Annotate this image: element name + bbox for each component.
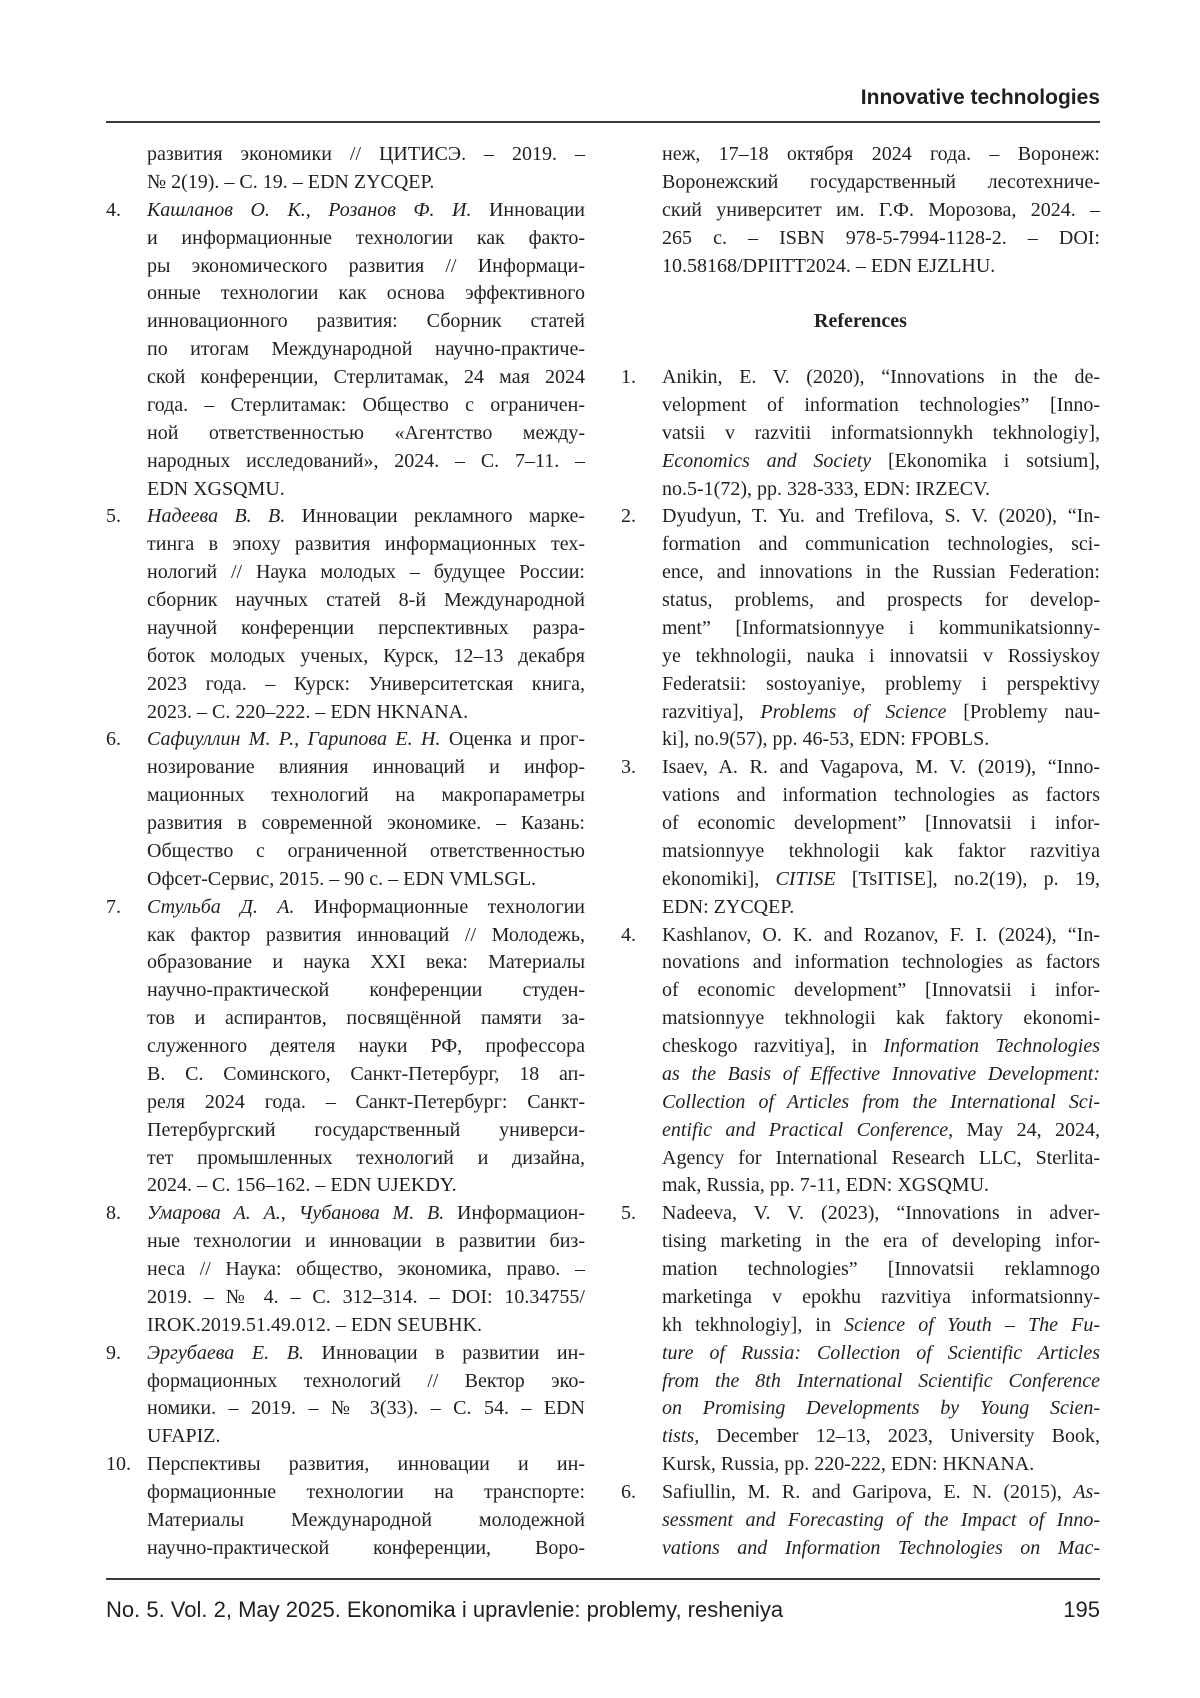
text-line: [662, 1033, 1100, 1061]
text-segment: ekonomiki],: [662, 868, 776, 890]
reference-number: 8.: [106, 1200, 121, 1228]
text-segment: научно-практической конференции студен-: [147, 979, 585, 1001]
italic-title-segment: Стульба Д. А.: [147, 896, 295, 918]
text-segment: 265 с. – ISBN 978-5-7994-1128-2. – DOI:: [662, 227, 1100, 249]
text-line: [662, 782, 1100, 810]
text-line: [662, 559, 1100, 587]
italic-title-segment: from the 8th International Scientific Conference: [662, 1370, 1100, 1392]
text-line: [147, 1535, 585, 1563]
text-segment: Nadeeva, V. V. (2023), “Innovations in adver-: [662, 1202, 1100, 1224]
reference-item: [106, 1340, 585, 1452]
italic-title-segment: Эргубаева Е. В.: [147, 1342, 304, 1364]
text-segment: 2023 года. – Курск: Университетская книга,: [147, 673, 585, 695]
text-segment: формационных технологий // Вектор эко-: [147, 1370, 585, 1392]
text-line: [147, 1089, 585, 1117]
text-segment: no.5-1(72), pp. 328-333, EDN: IRZECV.: [662, 478, 990, 500]
text-line: [147, 197, 585, 225]
reference-item: [106, 726, 585, 893]
text-segment: научной конференции перспективных разра-: [147, 617, 585, 639]
text-segment: ki], no.9(57), pp. 46-53, EDN: FPOBLS.: [662, 728, 989, 750]
italic-title-segment: on Promising Developments by Young Scien-: [662, 1397, 1100, 1419]
italic-title-segment: sessment and Forecasting of the Impact of Inno-: [662, 1509, 1100, 1531]
text-segment: vations and information technologies as factors: [662, 784, 1100, 806]
text-line: [147, 503, 585, 531]
text-line: [147, 1005, 585, 1033]
italic-title-segment: as the Basis of Effective Innovative Development:: [662, 1063, 1100, 1085]
text-line: [147, 699, 585, 727]
text-line: [147, 1256, 585, 1284]
text-segment: [Problemy nau-: [946, 701, 1100, 723]
reference-item: [106, 503, 585, 726]
text-line: [662, 1395, 1100, 1423]
text-segment: Перспективы развития, инновации и ин-: [147, 1453, 585, 1475]
text-line: [147, 1423, 585, 1451]
text-segment: Federatsii: sostoyaniye, problemy i perspektivy: [662, 673, 1100, 695]
text-line: [147, 782, 585, 810]
text-segment: December 12–13, 2023, University Book,: [699, 1425, 1100, 1447]
text-segment: ский университет им. Г.Ф. Морозова, 2024. –: [662, 199, 1100, 221]
text-line: [662, 866, 1100, 894]
text-segment: ры экономического развития // Информаци-: [147, 255, 585, 277]
text-line: [147, 810, 585, 838]
text-line: [147, 1061, 585, 1089]
text-segment: ской конференции, Стерлитамак, 24 мая 2024: [147, 366, 585, 388]
text-line: [147, 866, 585, 894]
text-line: [147, 587, 585, 615]
text-segment: EDN: ZYCQEP.: [662, 896, 794, 918]
text-segment: mak, Russia, pp. 7-11, EDN: XGSQMU.: [662, 1174, 989, 1196]
text-segment: сборник научных статей 8-й Международной: [147, 589, 585, 611]
text-line: [147, 754, 585, 782]
text-segment: 2019. – № 4. – С. 312–314. – DOI: 10.34755/: [147, 1286, 585, 1308]
italic-title-segment: Economics and Society: [662, 450, 871, 472]
text-line: [147, 615, 585, 643]
reference-number: 6.: [621, 1479, 636, 1507]
text-segment: как фактор развития инноваций // Молодежь,: [147, 924, 585, 946]
text-line: [662, 1451, 1100, 1479]
page-footer: [106, 1596, 1100, 1624]
reference-number: 9.: [106, 1340, 121, 1368]
text-segment: тинга в эпоху развития информационных тех-: [147, 533, 585, 555]
italic-title-segment: tists,: [662, 1425, 699, 1447]
text-segment: cheskogo razvitiya], in: [662, 1035, 883, 1057]
text-segment: 10.58168/DPIITT2024. – EDN EJZLHU.: [662, 255, 995, 277]
text-line: [662, 1172, 1100, 1200]
italic-title-segment: CITISE: [776, 868, 836, 890]
text-segment: по итогам Международной научно-практиче-: [147, 338, 585, 360]
reference-continuation: [106, 141, 585, 197]
text-segment: tising marketing in the era of developing infor-: [662, 1230, 1100, 1252]
text-segment: неж, 17–18 октября 2024 года. – Воронеж:: [662, 143, 1100, 165]
text-line: [147, 643, 585, 671]
reference-item: [106, 1200, 585, 1339]
text-line: [662, 754, 1100, 782]
text-segment: ence, and innovations in the Russian Federation:: [662, 561, 1100, 583]
text-segment: тов и аспирантов, посвящённой памяти за-: [147, 1007, 585, 1029]
text-segment: vatsii v razvitii informatsionnykh tekhnologiy],: [662, 422, 1100, 444]
text-segment: Офсет-Сервис, 2015. – 90 с. – EDN VMLSGL.: [147, 868, 536, 890]
text-segment: Информацион-: [444, 1202, 585, 1224]
text-line: [147, 1200, 585, 1228]
text-line: [147, 1312, 585, 1340]
text-segment: номики. – 2019. – № 3(33). – С. 54. – EDN: [147, 1397, 585, 1419]
reference-number: 4.: [106, 197, 121, 225]
text-line: [147, 1284, 585, 1312]
text-segment: Agency for International Research LLC, Sterlita-: [662, 1147, 1100, 1169]
italic-title-segment: Сафиуллин М. Р., Гарипова Е. Н.: [147, 728, 440, 750]
text-line: [662, 420, 1100, 448]
text-line: [662, 253, 1100, 281]
text-line: [662, 977, 1100, 1005]
text-segment: В. С. Соминского, Санкт-Петербург, 18 ап-: [147, 1063, 585, 1085]
reference-number: 5.: [106, 503, 121, 531]
left-column: [106, 141, 585, 1563]
text-segment: реля 2024 года. – Санкт-Петербург: Санкт-: [147, 1091, 585, 1113]
text-segment: novations and information technologies as factors: [662, 951, 1100, 973]
italic-title-segment: Information Technologies: [883, 1035, 1100, 1057]
text-line: [147, 280, 585, 308]
text-line: [662, 1368, 1100, 1396]
text-line: [147, 392, 585, 420]
footer-journal-info: No. 5. Vol. 2, May 2025. Ekonomika i upravlenie: problemy, resheniya: [106, 1596, 783, 1624]
text-line: [147, 1451, 585, 1479]
text-line: [662, 1145, 1100, 1173]
text-segment: Общество с ограниченной ответственностью: [147, 840, 585, 862]
text-segment: № 2(19). – С. 19. – EDN ZYCQEP.: [147, 171, 434, 193]
text-segment: velopment of information technologies” [Inno-: [662, 394, 1100, 416]
reference-item: [621, 754, 1100, 921]
text-line: [147, 1479, 585, 1507]
text-line: [662, 169, 1100, 197]
text-line: [662, 699, 1100, 727]
text-segment: ment” [Informatsionnyye i kommunikatsionny-: [662, 617, 1100, 639]
reference-item: [106, 894, 585, 1201]
text-line: [147, 671, 585, 699]
text-line: [662, 1340, 1100, 1368]
text-line: [147, 364, 585, 392]
reference-item: [621, 503, 1100, 754]
text-segment: of economic development” [Innovatsii i infor-: [662, 979, 1100, 1001]
text-line: [147, 225, 585, 253]
text-segment: нозирование влияния инноваций и инфор-: [147, 756, 585, 778]
right-column: [621, 141, 1100, 1563]
text-segment: развития в современной экономике. – Казань:: [147, 812, 585, 834]
text-line: [147, 1033, 585, 1061]
text-line: [662, 1117, 1100, 1145]
text-segment: Safiullin, M. R. and Garipova, E. N. (2015),: [662, 1481, 1073, 1503]
text-segment: боток молодых ученых, Курск, 12–13 декабря: [147, 645, 585, 667]
text-segment: razvitiya],: [662, 701, 760, 723]
text-segment: нологий // Наука молодых – будущее России:: [147, 561, 585, 583]
italic-title-segment: Collection of Articles from the International Sci-: [662, 1091, 1100, 1113]
text-line: [662, 726, 1100, 754]
text-segment: matsionnyye tekhnologii kak faktor razvitiya: [662, 840, 1100, 862]
text-line: [662, 392, 1100, 420]
reference-number: 3.: [621, 754, 636, 782]
text-segment: UFAPIZ.: [147, 1425, 221, 1447]
text-line: [662, 615, 1100, 643]
text-segment: formation and communication technologies, sci-: [662, 533, 1100, 555]
reference-continuation: [621, 141, 1100, 280]
text-segment: тет промышленных технологий и дизайна,: [147, 1147, 585, 1169]
text-line: [662, 531, 1100, 559]
text-segment: of economic development” [Innovatsii i infor-: [662, 812, 1100, 834]
italic-title-segment: vations and Information Technologies on Mac-: [662, 1537, 1100, 1559]
italic-title-segment: Кашланов О. К., Розанов Ф. И.: [147, 199, 471, 221]
reference-number: 2.: [621, 503, 636, 531]
text-segment: mation technologies” [Innovatsii reklamnogo: [662, 1258, 1100, 1280]
text-line: [662, 1423, 1100, 1451]
text-segment: Инновации рекламного марке-: [285, 505, 585, 527]
text-segment: народных исследований», 2024. – С. 7–11. –: [147, 450, 585, 472]
text-line: [147, 1395, 585, 1423]
text-segment: Оценка и прог-: [440, 728, 585, 750]
text-line: [147, 559, 585, 587]
text-segment: marketinga v epokhu razvitiya informatsionny-: [662, 1286, 1100, 1308]
text-segment: года. – Стерлитамак: Общество с ограничен-: [147, 394, 585, 416]
text-line: [147, 476, 585, 504]
text-line: [147, 141, 585, 169]
text-line: [662, 225, 1100, 253]
text-segment: Isaev, A. R. and Vagapova, M. V. (2019), “Inno-: [662, 756, 1100, 778]
text-line: [662, 197, 1100, 225]
text-line: [662, 448, 1100, 476]
text-line: [662, 1200, 1100, 1228]
text-segment: Kashlanov, O. K. and Rozanov, F. I. (2024), “In-: [662, 924, 1100, 946]
text-line: [662, 1535, 1100, 1563]
text-segment: служенного деятеля науки РФ, профессора: [147, 1035, 585, 1057]
text-line: [147, 1172, 585, 1200]
text-line: [662, 922, 1100, 950]
italic-title-segment: ture of Russia: Collection of Scientific Articles: [662, 1342, 1100, 1364]
text-segment: kh tekhnologiy], in: [662, 1314, 844, 1336]
text-line: [147, 169, 585, 197]
text-segment: Инновации в развитии ин-: [304, 1342, 585, 1364]
text-line: [662, 810, 1100, 838]
text-line: [147, 308, 585, 336]
text-segment: образование и наука XXI века: Материалы: [147, 951, 585, 973]
text-segment: [Ekonomika i sotsium],: [871, 450, 1100, 472]
text-line: [662, 1005, 1100, 1033]
text-line: [662, 949, 1100, 977]
text-line: [662, 587, 1100, 615]
text-segment: и информационные технологии как факто-: [147, 227, 585, 249]
text-segment: Материалы Международной молодежной: [147, 1509, 585, 1531]
text-segment: ye tekhnologii, nauka i innovatsii v Rossiyskoy: [662, 645, 1100, 667]
header-rule: [106, 121, 1100, 123]
reference-item: [106, 197, 585, 504]
text-line: [147, 531, 585, 559]
text-line: [147, 1340, 585, 1368]
running-head-section-title: Innovative technologies: [861, 84, 1100, 112]
text-line: [662, 1479, 1100, 1507]
text-segment: 2024. – С. 156–162. – EDN UJEKDY.: [147, 1174, 457, 1196]
text-line: [662, 1312, 1100, 1340]
text-segment: status, problems, and prospects for develop-: [662, 589, 1100, 611]
text-segment: [TsITISE], no.2(19), p. 19,: [836, 868, 1100, 890]
italic-title-segment: Science of Youth – The Fu-: [844, 1314, 1100, 1336]
text-line: [662, 1256, 1100, 1284]
italic-title-segment: Надеева В. В.: [147, 505, 285, 527]
reference-item: [621, 1200, 1100, 1479]
text-segment: развития экономики // ЦИТИСЭ. – 2019. –: [147, 143, 585, 165]
text-segment: Воронежский государственный лесотехниче-: [662, 171, 1100, 193]
text-line: [662, 671, 1100, 699]
text-segment: Anikin, E. V. (2020), “Innovations in the de-: [662, 366, 1100, 388]
text-line: [147, 1368, 585, 1396]
footer-rule: [106, 1578, 1100, 1580]
text-segment: Петербургский государственный универси-: [147, 1119, 585, 1141]
text-segment: инновационного развития: Сборник статей: [147, 310, 585, 332]
reference-number: 5.: [621, 1200, 636, 1228]
text-line: [147, 253, 585, 281]
text-segment: matsionnyye tekhnologii kak faktory ekonomi-: [662, 1007, 1100, 1029]
italic-title-segment: As-: [1073, 1481, 1100, 1503]
text-line: [662, 503, 1100, 531]
text-segment: ные технологии и инновации в развитии биз-: [147, 1230, 585, 1252]
text-segment: мационных технологий на макропараметры: [147, 784, 585, 806]
text-segment: EDN XGSQMU.: [147, 478, 285, 500]
reference-item: [106, 1451, 585, 1563]
text-line: [662, 141, 1100, 169]
text-line: [147, 1145, 585, 1173]
reference-number: 10.: [106, 1451, 131, 1479]
reference-number: 4.: [621, 922, 636, 950]
text-line: [662, 1284, 1100, 1312]
text-line: [147, 977, 585, 1005]
text-line: [147, 1117, 585, 1145]
text-line: [147, 726, 585, 754]
text-segment: Инновации: [471, 199, 585, 221]
text-segment: научно-практической конференции, Воро-: [147, 1537, 585, 1559]
italic-title-segment: Умарова А. А., Чубанова М. В.: [147, 1202, 444, 1224]
reference-number: 6.: [106, 726, 121, 754]
text-line: [662, 643, 1100, 671]
text-line: [147, 1228, 585, 1256]
text-line: [662, 1507, 1100, 1535]
text-segment: Kursk, Russia, pp. 220-222, EDN: HKNANA.: [662, 1453, 1034, 1475]
text-line: [147, 838, 585, 866]
text-line: [662, 364, 1100, 392]
text-line: [147, 894, 585, 922]
reference-item: [621, 364, 1100, 503]
text-segment: формационные технологии на транспорте:: [147, 1481, 585, 1503]
reference-number: 1.: [621, 364, 636, 392]
text-segment: May 24, 2024,: [953, 1119, 1100, 1141]
text-line: [662, 1089, 1100, 1117]
reference-number: 7.: [106, 894, 121, 922]
text-line: [147, 420, 585, 448]
text-line: [147, 922, 585, 950]
text-segment: 2023. – С. 220–222. – EDN HKNANA.: [147, 701, 468, 723]
text-line: [147, 1507, 585, 1535]
italic-title-segment: Problems of Science: [760, 701, 946, 723]
reference-item: [621, 922, 1100, 1201]
text-segment: IROK.2019.51.49.012. – EDN SEUBHK.: [147, 1314, 482, 1336]
text-line: [662, 476, 1100, 504]
reference-item: [621, 1479, 1100, 1563]
text-line: [662, 1061, 1100, 1089]
text-line: [662, 894, 1100, 922]
text-line: [147, 336, 585, 364]
text-segment: неса // Наука: общество, экономика, право. –: [147, 1258, 585, 1280]
text-segment: онные технологии как основа эффективного: [147, 282, 585, 304]
text-line: [662, 1228, 1100, 1256]
italic-title-segment: entific and Practical Conference,: [662, 1119, 953, 1141]
references-heading: References: [621, 308, 1100, 336]
text-line: [662, 838, 1100, 866]
text-segment: ной ответственностью «Агентство между-: [147, 422, 585, 444]
text-line: [147, 448, 585, 476]
text-segment: Dyudyun, T. Yu. and Trefilova, S. V. (2020), “In-: [662, 505, 1100, 527]
text-line: [147, 949, 585, 977]
page-number: 195: [1063, 1596, 1100, 1624]
text-segment: Информационные технологии: [295, 896, 585, 918]
